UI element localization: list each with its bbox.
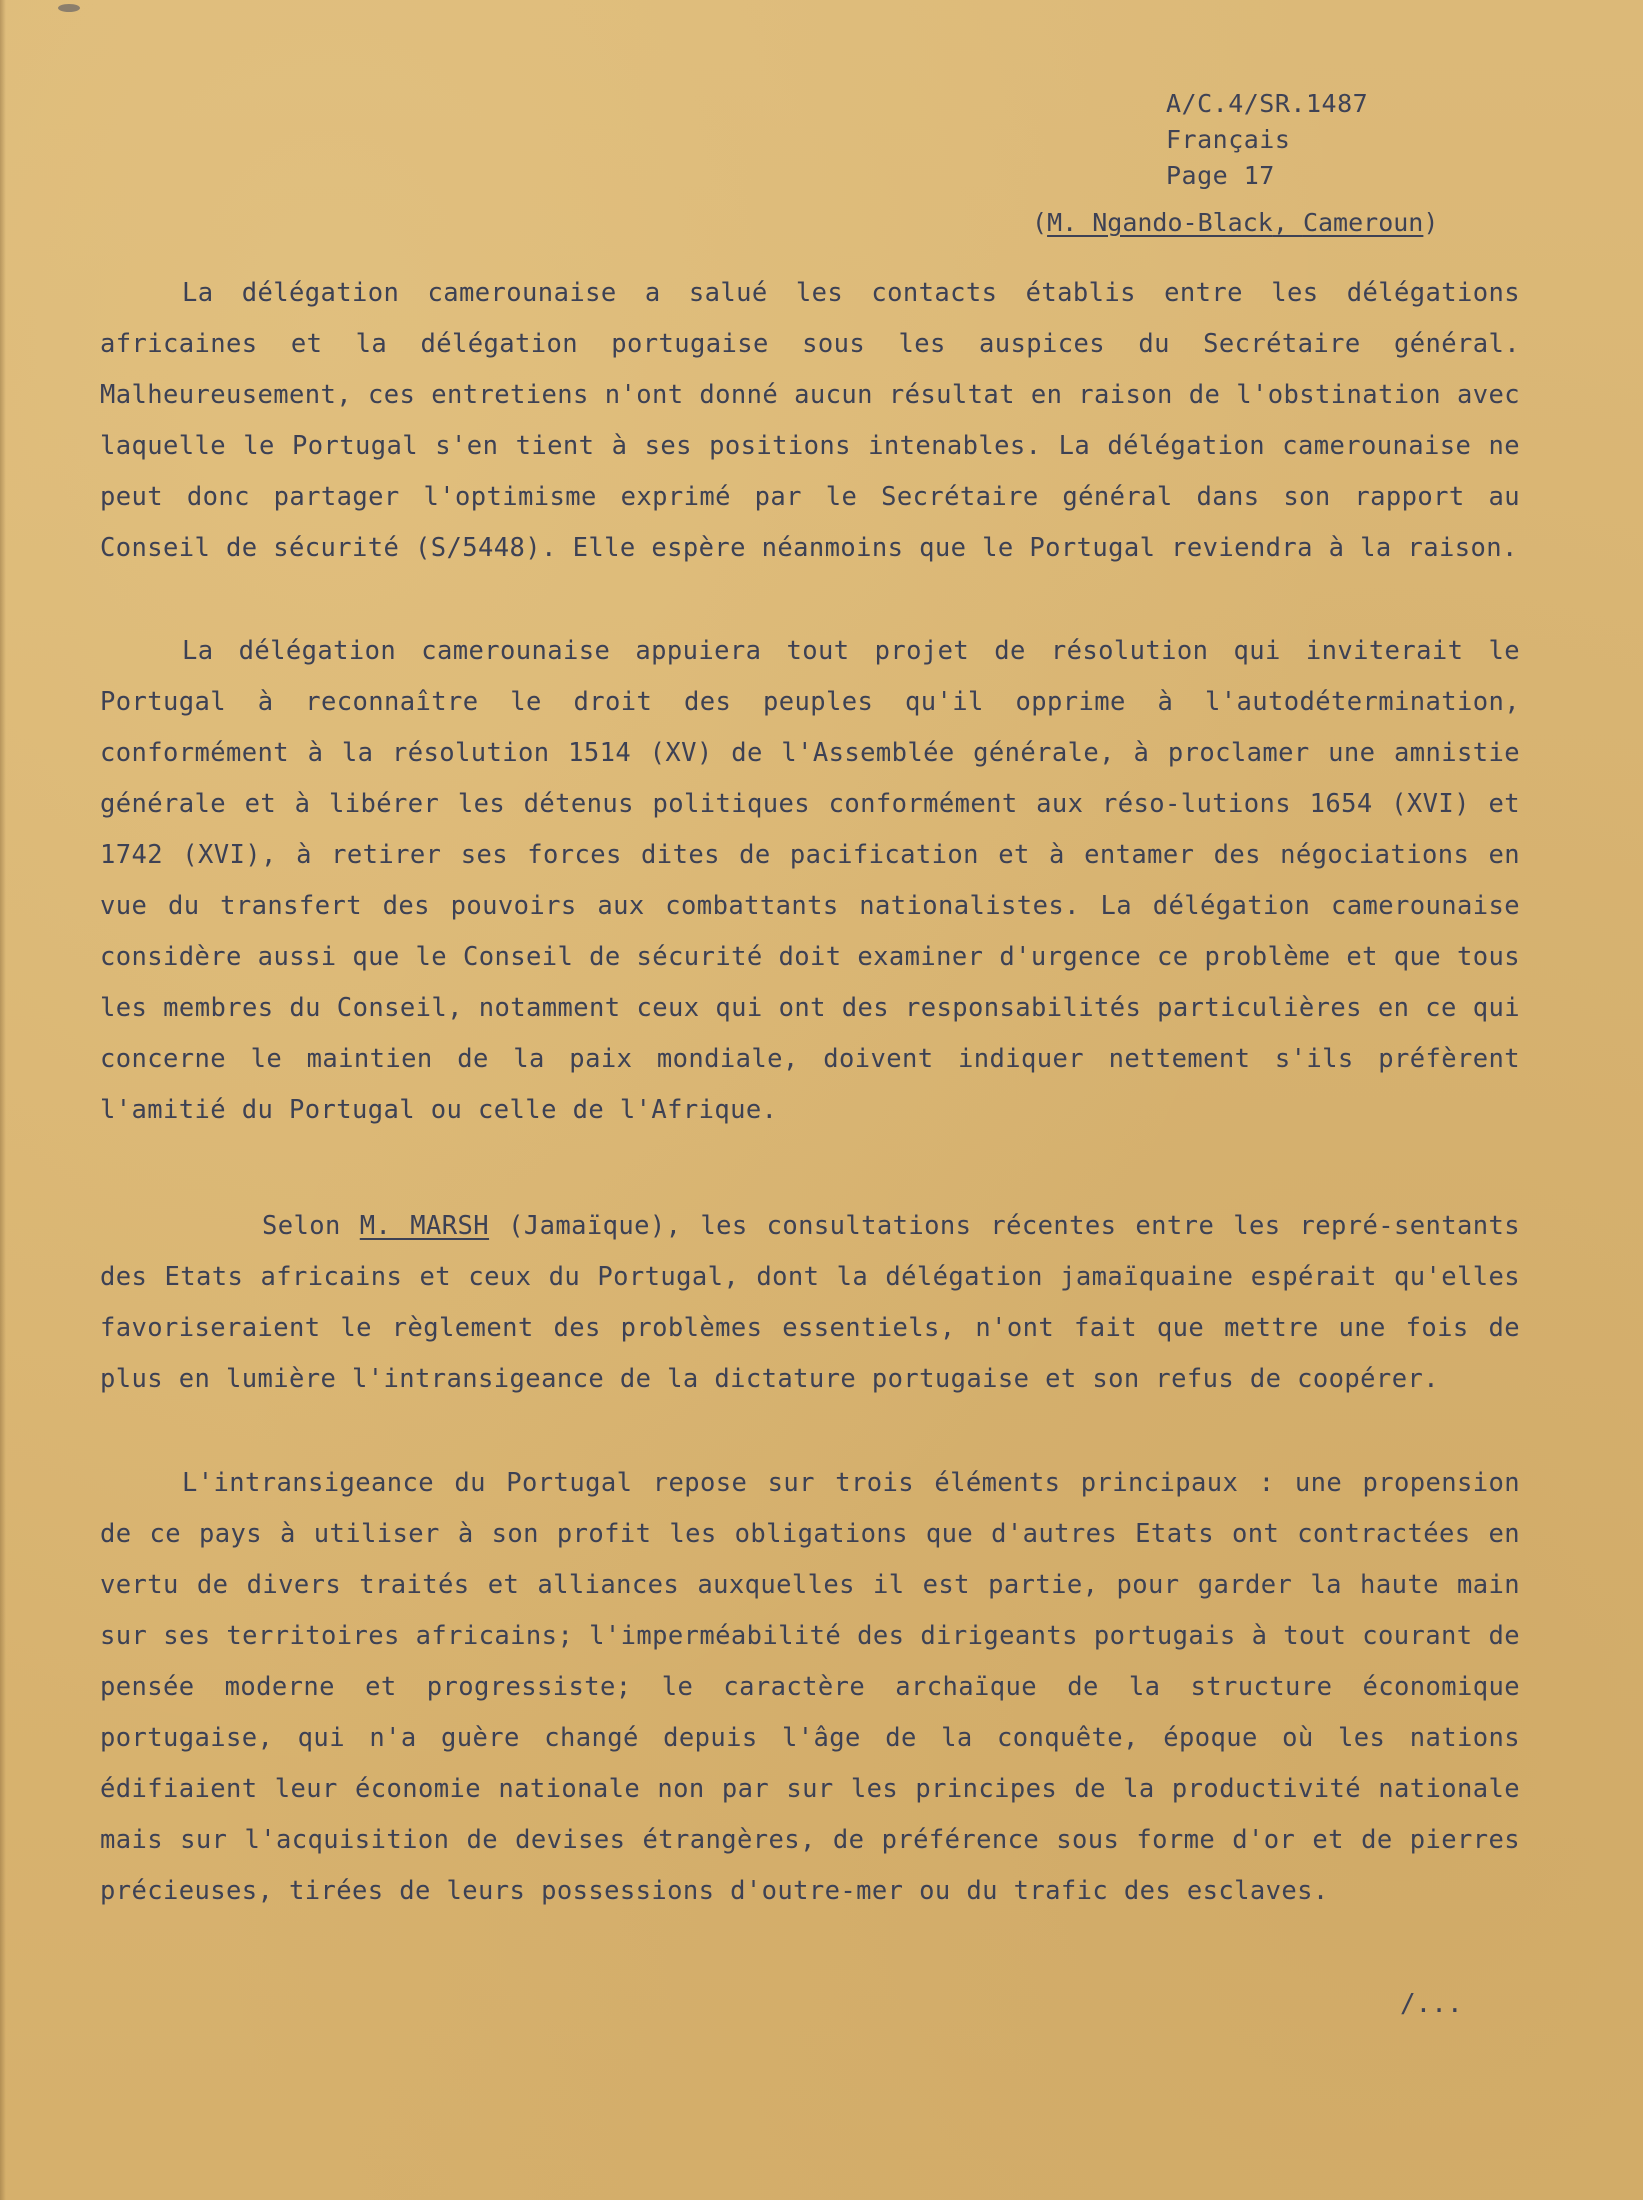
document-language: Français [1166,125,1291,154]
paragraph-2 [100,626,1520,1136]
paragraph-3 [100,1201,1520,1405]
paragraph-3-rest: (Jamaïque), les consultations récentes entre les repré-sentants des Etats africains et ceux du Portugal, dont la délégation jamaïquaine espérait qu'elles favoriseraient le règlement des problèmes essentiels, n'ont fait que mettre une fois de plus en lumière l'intransigeance de la dictature portugaise et son refus de coopérer. [100,1211,1520,1394]
speaker-tag-close: ) [1423,208,1439,237]
speaker-tag [1032,205,1438,241]
speaker-tag-country: Cameroun [1302,208,1424,237]
ink-smudge [58,4,80,12]
speaker-tag-name: M. Ngando-Black [1047,208,1273,237]
speaker-tag-sep: , [1272,208,1303,237]
paragraph-4-text: L'intransigeance du Portugal repose sur trois éléments principaux : une propension de ce pays à utiliser à son profit les obligations que d'autres Etats ont contractées en vertu de divers traités et alliances auxquelles il est partie, pour garder la haute main sur ses territoires africains; l'imperméabilité des dirigeants portugais à tout courant de pensée moderne et progressiste; le caractère archaïque de la structure économique portugaise, qui n'a guère changé depuis l'âge de la conquête, époque où les nations édifiaient leur économie nationale non par sur les principes de la productivité nationale mais sur l'acquisition de devises étrangères, de préférence sous forme d'or et de pierres précieuses, tirées de leurs possessions d'outre-mer ou du trafic des esclaves. [100,1468,1520,1906]
continuation-mark: /... [1400,1989,1463,2019]
document-symbol: A/C.4/SR.1487 [1166,89,1369,118]
speaker-tag-open: ( [1032,208,1048,237]
paragraph-3-speaker: M. MARSH [359,1211,490,1241]
page-number: Page 17 [1166,161,1275,190]
paragraph-1-text: La délégation camerounaise a salué les contacts établis entre les délégations africaines et la délégation portugaise sous les auspices du Secrétaire général. Malheureusement, ces entretiens n'ont donné aucun résultat en raison de l'obstination avec laquelle le Portugal s'en tient à ses positions intenables. La délégation camerounaise ne peut donc partager l'optimisme exprimé par le Secrétaire général dans son rapport au Conseil de sécurité (S/5448). Elle espère néanmoins que le Portugal reviendra à la raison. [100,278,1520,563]
paragraph-1 [100,268,1520,574]
document-header [1166,86,1368,194]
paragraph-3-text [100,1201,1520,1405]
paragraph-2-text: La délégation camerounaise appuiera tout projet de résolution qui inviterait le Portugal à reconnaître le droit des peuples qu'il opprime à l'autodétermination, conformément à la résolution 1514 (XV) de l'Assemblée générale, à proclamer une amnistie générale et à libérer les détenus politiques conformément aux réso-lutions 1654 (XVI) et 1742 (XVI), à retirer ses forces dites de pacification et à entamer des négociations en vue du transfert des pouvoirs aux combattants nationalistes. La délégation camerounaise considère aussi que le Conseil de sécurité doit examiner d'urgence ce problème et que tous les membres du Conseil, notamment ceux qui ont des responsabilités particulières en ce qui concerne le maintien de la paix mondiale, doivent indiquer nettement s'ils préfèrent l'amitié du Portugal ou celle de l'Afrique. [100,636,1520,1125]
paragraph-3-prefix: Selon [262,1211,360,1241]
paragraph-4 [100,1458,1520,1917]
page-edge-shadow [0,0,6,2200]
